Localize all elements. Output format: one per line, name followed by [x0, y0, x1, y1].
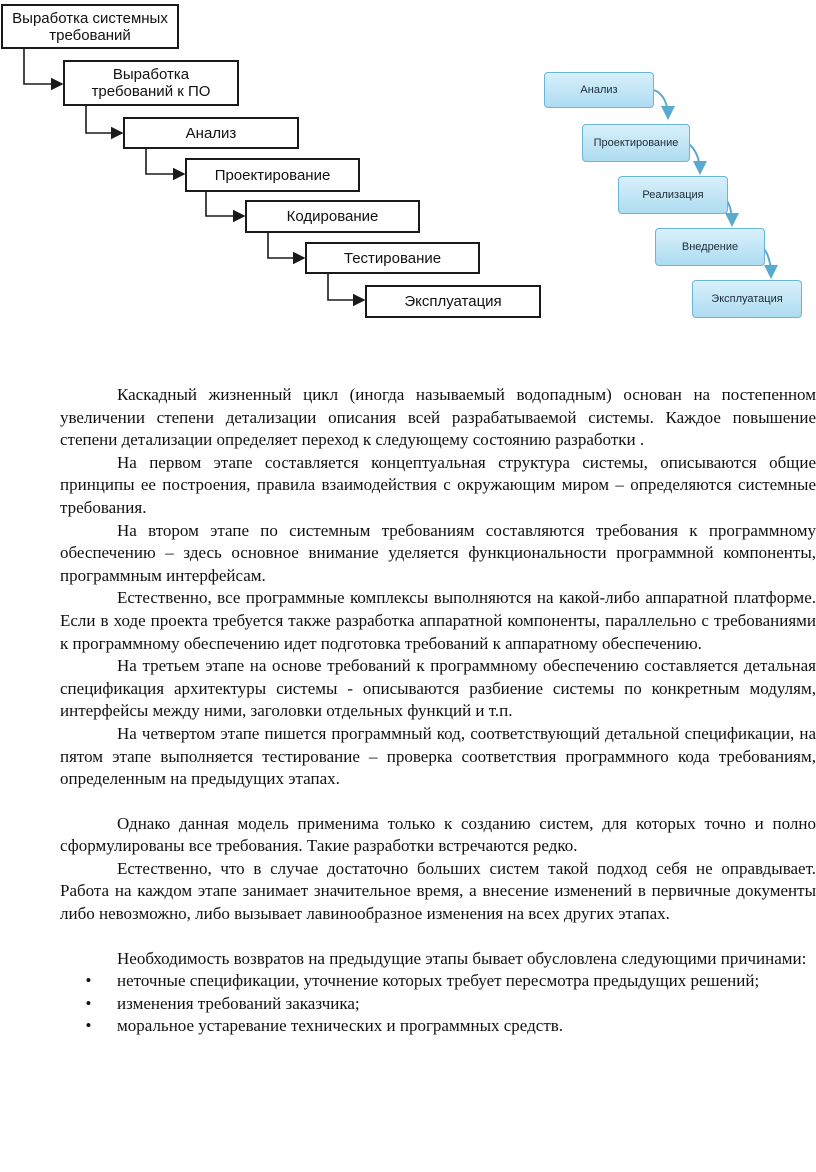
list-item-text: моральное устаревание технических и программных средств. — [117, 1016, 564, 1036]
paragraph: Естественно, все программные комплексы выполняются на какой-либо аппаратной платформе. Если в ходе проекта требуется также разработка аппаратной компоненты, параллельно с требованиями к программному обеспечению идет подготовка требований к аппаратному обеспечению. — [60, 588, 816, 653]
step-label: Кодирование — [286, 208, 379, 225]
cascade-step-operation — [692, 280, 802, 318]
paragraph: Естественно, что в случае достаточно больших систем такой подход себя не оправдывает. Работа на каждом этапе занимает значительное время, а внесение изменений в первичные документы либо невозможно, либо вызывает лавинообразное изменения на всех других этапах. — [60, 858, 816, 924]
step-label: Эксплуатация — [711, 293, 783, 305]
bullet-icon: • — [85, 993, 92, 1013]
step-label: Эксплуатация — [404, 293, 502, 310]
step-label: Анализ — [185, 124, 237, 142]
waterfall-step-coding — [245, 200, 420, 233]
waterfall-step-testing — [305, 242, 480, 274]
paragraph: На четвертом этапе пишется программный код, соответствующий детальной спецификации, на пятом этапе выполняется тестирование – проверка соответствия программного кода требованиям, определенным на предыдущих этапах. — [60, 723, 816, 789]
cascade-step-implementation — [618, 176, 728, 214]
waterfall-step-operation — [365, 285, 541, 318]
step-label: Реализация — [642, 189, 704, 201]
step-label: Проектирование — [214, 166, 331, 184]
list-item — [60, 993, 816, 1016]
waterfall-step-software-requirements — [63, 60, 239, 106]
step-label: Анализ — [580, 84, 618, 96]
paragraph: Однако данная модель применима только к созданию систем, для которых точно и полно сформулированы все требования. Такие разработки встречаются редко. — [60, 813, 816, 856]
reasons-list — [60, 970, 816, 1038]
list-item-text: неточные спецификации, уточнение которых требует пересмотра предыдущих решений; — [117, 971, 760, 991]
paragraph: На первом этапе составляется концептуальная структура системы, описываются общие принципы ее построения, правила взаимодействия с окружающим миром – определяются системные требования. — [60, 452, 816, 517]
cascade-step-deployment — [655, 228, 765, 266]
list-item — [60, 970, 816, 993]
step-label: Выработка системных требований — [12, 9, 168, 44]
paragraph: На третьем этапе на основе требований к программному обеспечению составляется детальная спецификация архитектуры системы - описываются разбиение системы по конкретным модулям, интерфейсы между ними, заголовки отдельных функций и т.п. — [60, 656, 816, 721]
waterfall-step-design — [185, 158, 360, 192]
cascade-step-design — [582, 124, 690, 162]
paragraph: Необходимость возвратов на предыдущие этапы бывает обусловлена следующими причинами: — [117, 948, 807, 968]
paragraph: На втором этапе по системным требованиям составляются требования к программному обеспечению – здесь основное внимание уделяется функциональности программной компоненты, программным интерфейсам. — [60, 520, 816, 585]
cascade-step-analysis — [544, 72, 654, 108]
waterfall-step-analysis — [123, 117, 299, 149]
step-label: Проектирование — [593, 137, 679, 149]
waterfall-step-system-requirements — [1, 4, 179, 49]
step-label: Внедрение — [681, 241, 739, 253]
list-item-text: изменения требований заказчика; — [117, 993, 360, 1013]
bullet-icon: • — [85, 1016, 92, 1036]
bullet-icon: • — [85, 971, 92, 991]
list-item — [60, 1015, 816, 1038]
document-body — [60, 384, 816, 1038]
step-label: Тестирование — [343, 249, 442, 267]
paragraph: Каскадный жизненный цикл (иногда называемый водопадным) основан на постепенном увеличении степени детализации описания всей разрабатываемой системы. Каждое повышение степени детализации определяет переход к следующему состоянию разработки . — [60, 385, 816, 450]
step-label: Выработка требований к ПО — [91, 66, 211, 100]
